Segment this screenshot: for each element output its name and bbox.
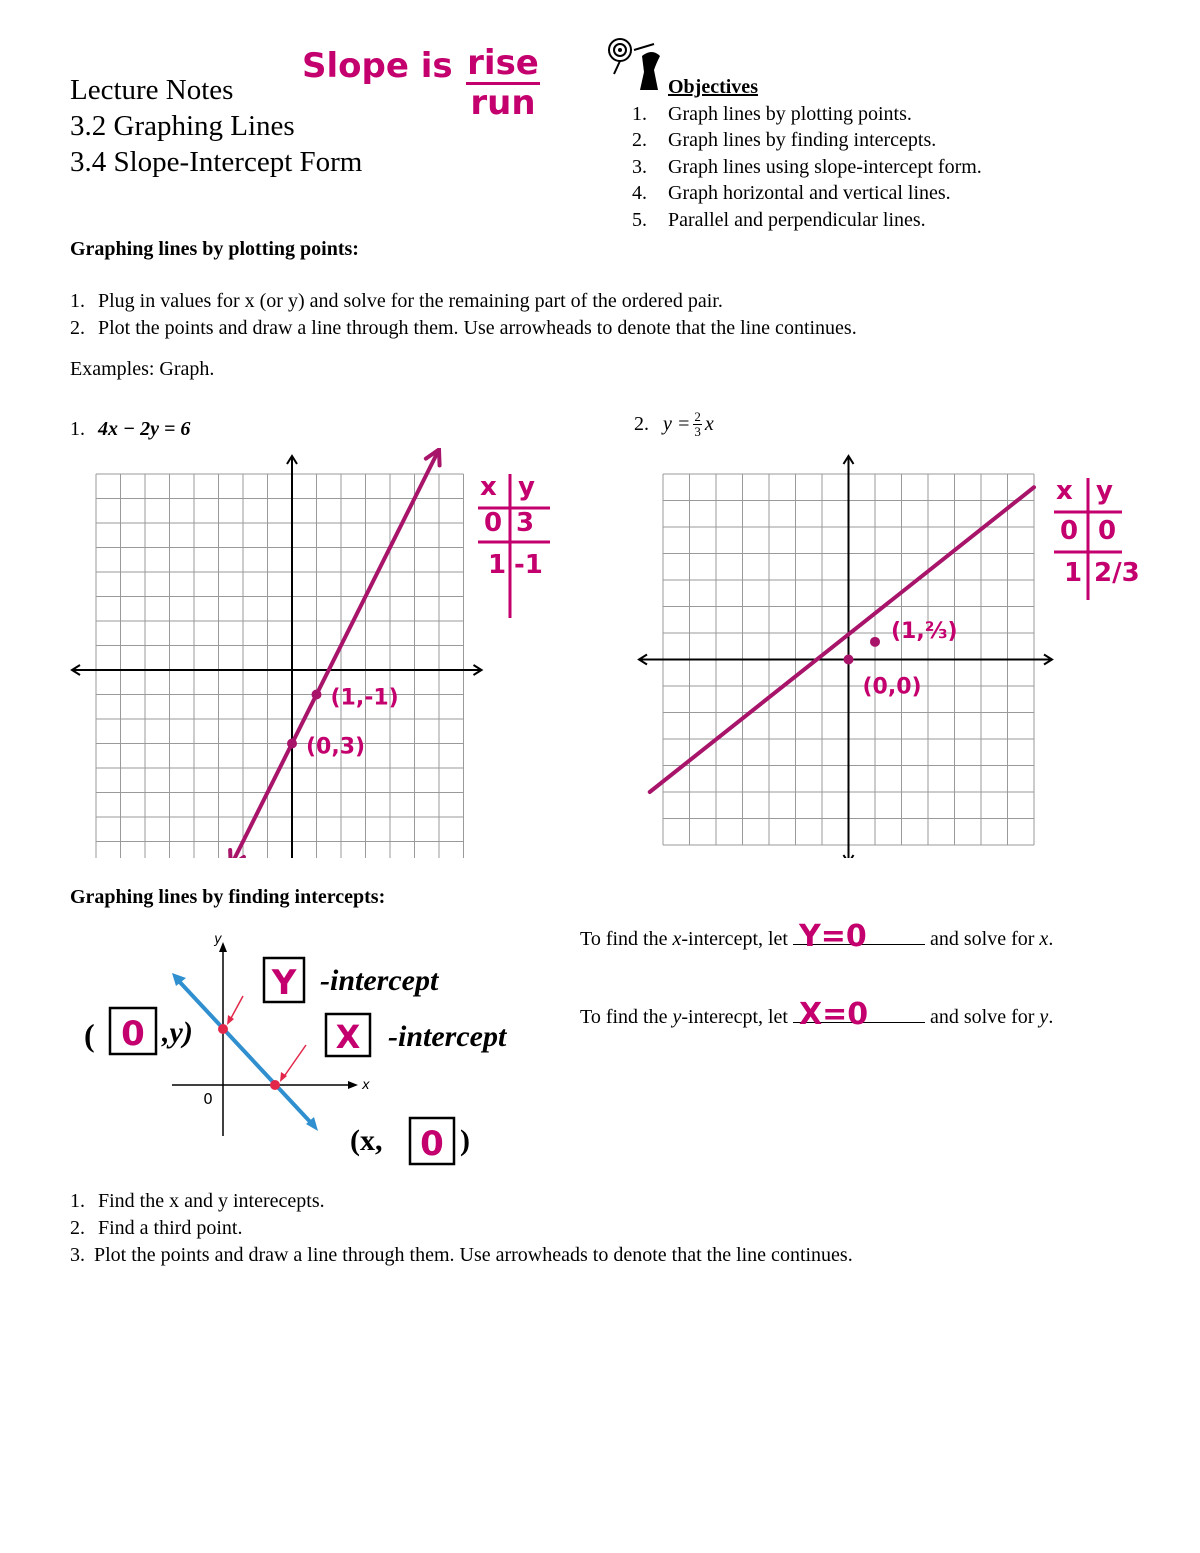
data-point [287,739,297,749]
objective-item: 1. Graph lines by plotting points. [632,102,912,125]
example-1-number: 1. [70,418,85,440]
point2-box-fill: 0 [420,1124,444,1164]
point-label: (0,3) [306,734,366,760]
data-point [312,690,322,700]
table-2-header-y: y [1096,476,1113,506]
point1-box-fill: 0 [121,1014,145,1054]
table-1-cell: 3 [516,508,535,538]
example-2-label [634,410,714,439]
y-rule-blank [793,997,925,1032]
graph-line [650,487,1034,792]
objectives-section [632,74,982,233]
graph-line [231,450,439,859]
lecture-title [70,72,362,180]
objectives-heading: Objectives [668,76,758,98]
examples-label: Examples: Graph. [70,358,215,380]
intercept-step: 3. Plot the points and draw a line through them. Use arrowheads to denote that the line continues. [70,1244,853,1266]
x-intercept-rule: To find the x-intercept, let Y=0 and solve for x. [580,919,1054,954]
table-2-cell: 2/3 [1094,558,1140,588]
y-intercept-dot [218,1024,228,1034]
diagram-y-label: y [214,932,222,947]
table-1-header-y: y [518,472,535,502]
xy-table-1 [474,470,554,620]
example-2-lhs: y = [663,413,691,435]
table-2-cell: 1 [1064,558,1083,588]
x-rule-blank [793,919,925,954]
fraction-denominator: 3 [694,424,701,439]
slope-prefix: Slope is [302,46,453,86]
slope-denominator: run [470,83,536,123]
point2-close: ) [460,1124,470,1157]
point1-close: ,y) [162,1016,193,1049]
table-1-header-x: x [480,472,497,502]
plotting-steps [70,288,857,342]
fraction-numerator: 2 [694,409,701,424]
intercept-step: 2. Find a third point. [70,1217,243,1239]
point-label: (0,0) [862,674,922,700]
table-1-cell: 1 [488,550,507,580]
table-2-header-x: x [1056,476,1073,506]
example-2-number: 2. [634,413,649,435]
plotting-step: 2. Plot the points and draw a line through them. Use arrowheads to denote that the line continues. [70,317,857,339]
graph-example-2 [636,448,1066,858]
example-1-equation: 4x − 2y = 6 [98,418,191,440]
intercepts-heading: Graphing lines by finding intercepts: [70,886,386,908]
example-2-variable: x [704,413,714,435]
example-1-label [70,416,190,443]
y-intercept-label: -intercept [320,964,439,997]
title-line-1: Lecture Notes [70,74,234,106]
data-point [844,655,854,665]
intercept-diagram [80,928,560,1168]
x-intercept-box-fill: X [335,1018,361,1056]
objective-item: 2. Graph lines by finding intercepts. [632,129,937,151]
point-label: (1,⅔) [891,618,958,644]
y-rule-fill: X=0 [799,997,869,1032]
title-line-2: 3.2 Graphing Lines [70,110,295,142]
graph-example-1 [60,448,503,858]
pointer-arrow-icon [230,996,243,1020]
x-rule-fill: Y=0 [799,919,867,954]
table-2-cell: 0 [1098,516,1117,546]
slope-fraction [466,44,540,121]
data-point [870,637,880,647]
intercept-step: 1. Find the x and y interecepts. [70,1190,325,1212]
pointer-arrowhead-icon [227,1015,234,1025]
diagram-x-label: x [362,1078,370,1093]
point1-open: ( [84,1017,95,1053]
point-label: (1,-1) [330,685,399,711]
y-intercept-box-fill: Y [271,963,297,1003]
point2-open: (x, [350,1124,383,1157]
x-axis-arrow-icon [348,1081,358,1089]
objective-item: 4. Graph horizontal and vertical lines. [632,182,951,204]
table-1-cell: 0 [484,508,503,538]
diagram-origin-label: 0 [203,1090,213,1108]
slope-numerator: rise [467,43,539,83]
intercept-steps [70,1188,853,1269]
table-1-cell: -1 [514,550,543,580]
objective-item: 3. Graph lines using slope-intercept form. [632,155,982,178]
title-line-3: 3.4 Slope-Intercept Form [70,146,363,178]
plotting-step: 1. Plug in values for x (or y) and solve for the remaining part of the ordered pair. [70,290,723,312]
x-intercept-label: -intercept [388,1020,507,1053]
xy-table-2 [1050,474,1150,604]
objective-item: 5. Parallel and perpendicular lines. [632,208,926,231]
handwritten-slope-note [302,46,453,86]
objectives-list [632,101,982,234]
y-intercept-rule: To find the y-interecpt, let X=0 and solve for y. [580,997,1054,1032]
example-2-fraction [693,410,702,439]
pointer-arrow-icon [283,1045,306,1078]
table-2-cell: 0 [1060,516,1079,546]
plotting-heading: Graphing lines by plotting points: [70,238,359,260]
x-intercept-dot [270,1080,280,1090]
